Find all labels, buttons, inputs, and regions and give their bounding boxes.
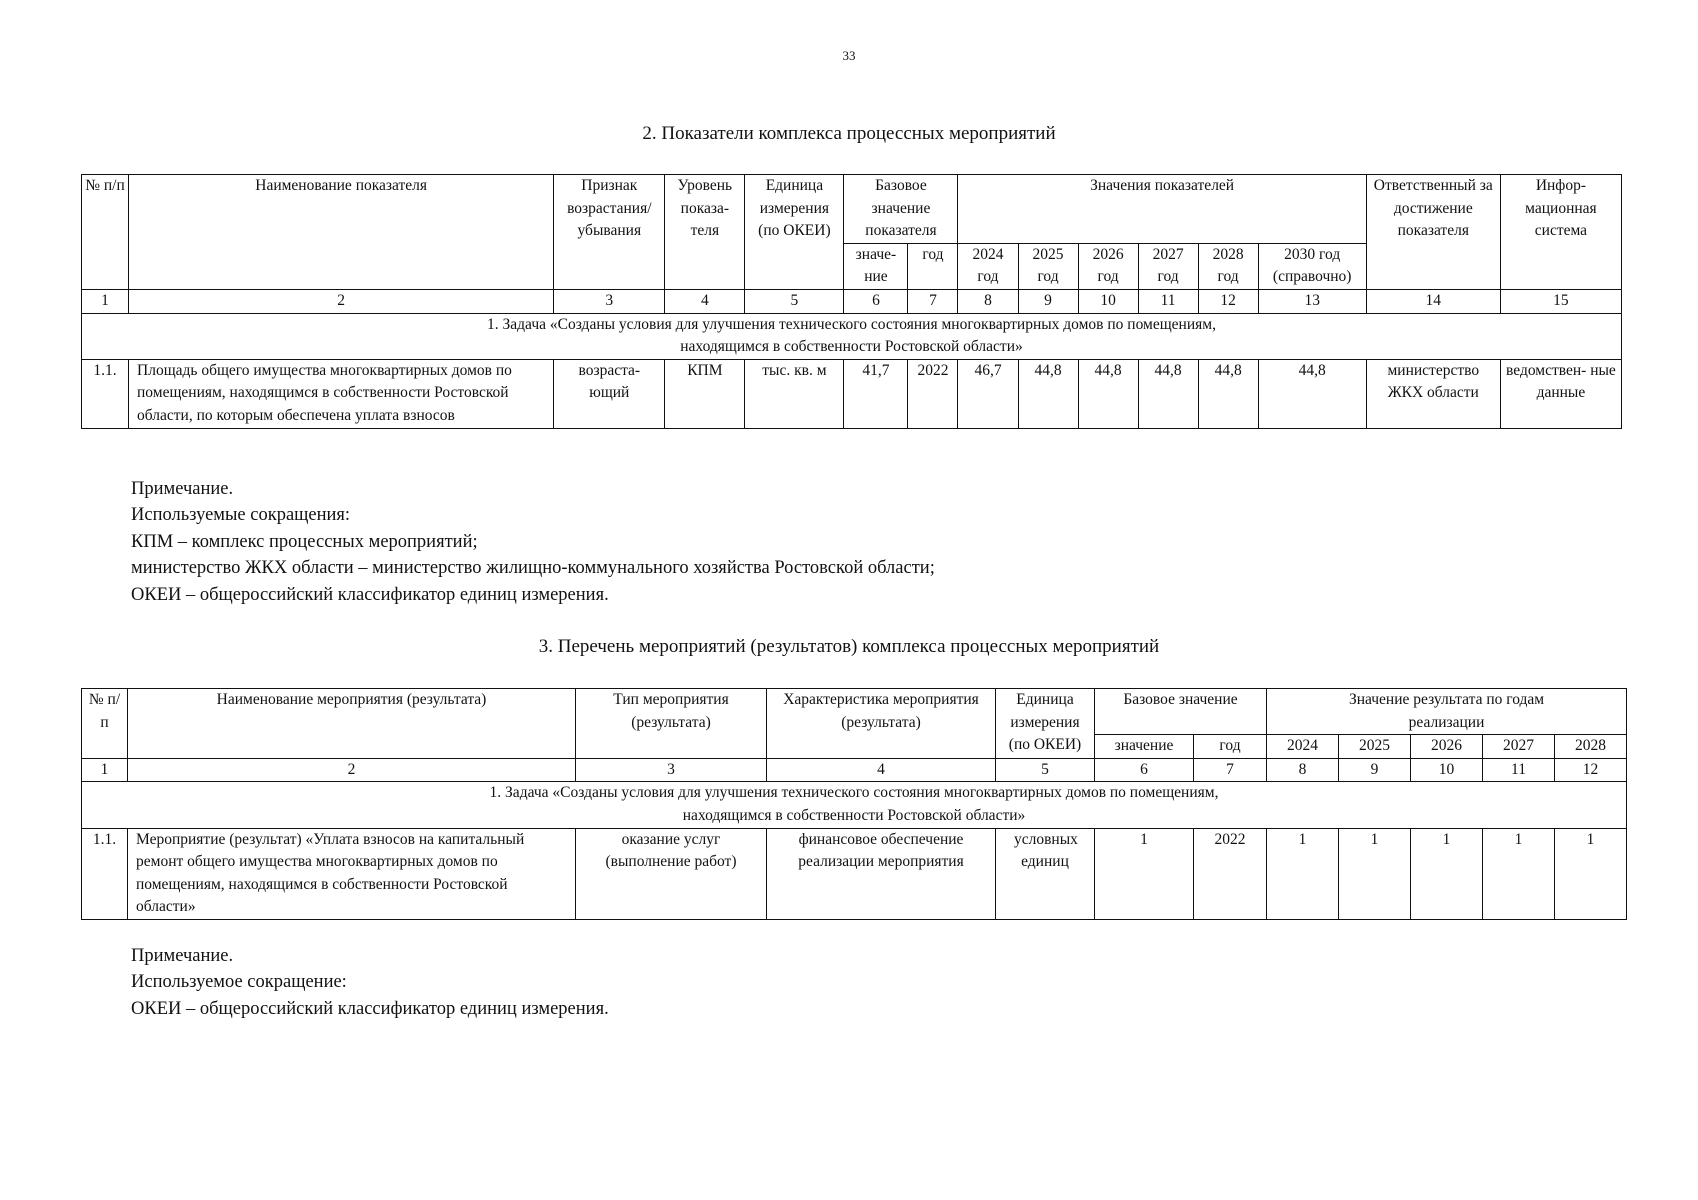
header-name: Наименование мероприятия (результата) — [128, 689, 576, 759]
table-row — [82, 359, 1622, 428]
activity-name: Мероприятие (результат) «Уплата взносов на капитальный ремонт общего имущества многоквартирных домов по помещениям, находящимся в собственности Ростовской области» — [128, 828, 576, 919]
col-number: 10 — [1078, 289, 1138, 313]
header-2030: 2030 год (справочно) — [1258, 243, 1366, 289]
col-number: 6 — [844, 289, 908, 313]
value-2025: 44,8 — [1018, 359, 1078, 428]
note-block — [131, 943, 609, 1022]
col-number: 5 — [745, 289, 844, 313]
header-2024: 2024 год — [958, 243, 1018, 289]
col-number: 4 — [767, 758, 996, 782]
row-num: 1.1. — [82, 828, 128, 919]
activities-table — [81, 688, 1627, 920]
header-sign: Признак возрастания/ убывания — [554, 175, 665, 290]
note-subheading: Используемые сокращения: — [131, 505, 351, 526]
column-number-row — [82, 289, 1622, 313]
col-number: 2 — [128, 758, 576, 782]
col-number: 1 — [82, 289, 129, 313]
column-number-row — [82, 758, 1627, 782]
col-number: 12 — [1198, 289, 1258, 313]
header-num: № п/п — [82, 689, 128, 759]
col-number: 9 — [1339, 758, 1411, 782]
col-number: 12 — [1555, 758, 1627, 782]
base-value: 41,7 — [844, 359, 908, 428]
base-year: 2022 — [1194, 828, 1267, 919]
activity-characteristic: финансовое обеспечение реализации мероприятия — [767, 828, 996, 919]
header-info-system: Инфор- мационная система — [1500, 175, 1621, 290]
col-number: 8 — [958, 289, 1018, 313]
col-number: 1 — [82, 758, 128, 782]
task-row — [82, 313, 1622, 359]
header-base-value: значе- ние — [844, 243, 908, 289]
header-2028: 2028 — [1555, 735, 1627, 759]
note-block — [131, 476, 935, 608]
header-base-year: год — [1194, 735, 1267, 759]
indicator-name: Площадь общего имущества многоквартирных домов по помещениям, находящимся в собственности Ростовской области, по которым обеспечена уплата взносов — [129, 359, 554, 428]
header-unit: Единица измерения (по ОКЕИ) — [745, 175, 844, 290]
header-base-value: значение — [1095, 735, 1194, 759]
task-text: 1. Задача «Созданы условия для улучшения технического состояния многоквартирных домов по помещениям, находящимся в собственности Ростовской области» — [82, 313, 1622, 359]
header-2026: 2026 год — [1078, 243, 1138, 289]
note-line: министерство ЖКХ области – министерство жилищно-коммунального хозяйства Ростовской области; — [131, 558, 935, 579]
note-heading: Примечание. — [131, 946, 234, 966]
task-row — [82, 782, 1627, 828]
col-number: 2 — [129, 289, 554, 313]
header-row — [82, 175, 1622, 244]
note-line: ОКЕИ – общероссийский классификатор единиц измерения. — [131, 998, 609, 1019]
header-num: № п/п — [82, 175, 129, 290]
header-values: Значения показателей — [958, 175, 1366, 244]
header-level: Уровень показа- теля — [665, 175, 745, 290]
value-2027: 1 — [1483, 828, 1555, 919]
col-number: 8 — [1267, 758, 1339, 782]
task-text: 1. Задача «Созданы условия для улучшения технического состояния многоквартирных домов по помещениям, находящимся в собственности Ростовской области» — [82, 782, 1627, 828]
value-2027: 44,8 — [1138, 359, 1198, 428]
header-base: Базовое значение — [1095, 689, 1267, 735]
header-2025: 2025 год — [1018, 243, 1078, 289]
value-2025: 1 — [1339, 828, 1411, 919]
indicator-unit: тыс. кв. м — [745, 359, 844, 428]
value-2030: 44,8 — [1258, 359, 1366, 428]
col-number: 6 — [1095, 758, 1194, 782]
header-2025: 2025 — [1339, 735, 1411, 759]
header-base-year: год — [908, 243, 958, 289]
section-title-indicators: 2. Показатели комплекса процессных мероприятий — [642, 123, 1056, 144]
value-2028: 44,8 — [1198, 359, 1258, 428]
table-row — [82, 828, 1627, 919]
base-value: 1 — [1095, 828, 1194, 919]
value-2026: 44,8 — [1078, 359, 1138, 428]
note-heading: Примечание. — [131, 479, 234, 499]
row-num: 1.1. — [82, 359, 129, 428]
note-line: КПМ – комплекс процессных мероприятий; — [131, 531, 478, 552]
col-number: 14 — [1366, 289, 1500, 313]
base-year: 2022 — [908, 359, 958, 428]
col-number: 3 — [576, 758, 767, 782]
header-2026: 2026 — [1411, 735, 1483, 759]
header-2028: 2028 год — [1198, 243, 1258, 289]
indicator-level: КПМ — [665, 359, 745, 428]
value-2024: 1 — [1267, 828, 1339, 919]
header-type: Тип мероприятия (результата) — [576, 689, 767, 759]
col-number: 11 — [1138, 289, 1198, 313]
indicators-table — [81, 174, 1622, 429]
header-characteristic: Характеристика мероприятия (результата) — [767, 689, 996, 759]
col-number: 7 — [908, 289, 958, 313]
value-2028: 1 — [1555, 828, 1627, 919]
responsible: министерство ЖКХ области — [1366, 359, 1500, 428]
header-responsible: Ответственный за достижение показателя — [1366, 175, 1500, 290]
col-number: 7 — [1194, 758, 1267, 782]
col-number: 5 — [996, 758, 1095, 782]
col-number: 13 — [1258, 289, 1366, 313]
col-number: 4 — [665, 289, 745, 313]
col-number: 11 — [1483, 758, 1555, 782]
header-name: Наименование показателя — [129, 175, 554, 290]
activity-unit: условных единиц — [996, 828, 1095, 919]
header-row — [82, 689, 1627, 735]
value-2024: 46,7 — [958, 359, 1018, 428]
header-result: Значение результата по годам реализации — [1267, 689, 1627, 735]
indicator-sign: возраста- ющий — [554, 359, 665, 428]
header-unit: Единица измерения (по ОКЕИ) — [996, 689, 1095, 759]
note-subheading: Используемое сокращение: — [131, 972, 347, 993]
page-number: 33 — [842, 48, 856, 63]
col-number: 15 — [1500, 289, 1621, 313]
col-number: 10 — [1411, 758, 1483, 782]
value-2026: 1 — [1411, 828, 1483, 919]
activity-type: оказание услуг (выполнение работ) — [576, 828, 767, 919]
header-base: Базовое значение показателя — [844, 175, 958, 244]
header-2027: 2027 год — [1138, 243, 1198, 289]
header-2027: 2027 — [1483, 735, 1555, 759]
section-title-activities: 3. Перечень мероприятий (результатов) комплекса процессных мероприятий — [538, 636, 1160, 657]
note-line: ОКЕИ – общероссийский классификатор единиц измерения. — [131, 584, 609, 605]
col-number: 9 — [1018, 289, 1078, 313]
header-2024: 2024 — [1267, 735, 1339, 759]
info-system: ведомствен- ные данные — [1500, 359, 1621, 428]
col-number: 3 — [554, 289, 665, 313]
